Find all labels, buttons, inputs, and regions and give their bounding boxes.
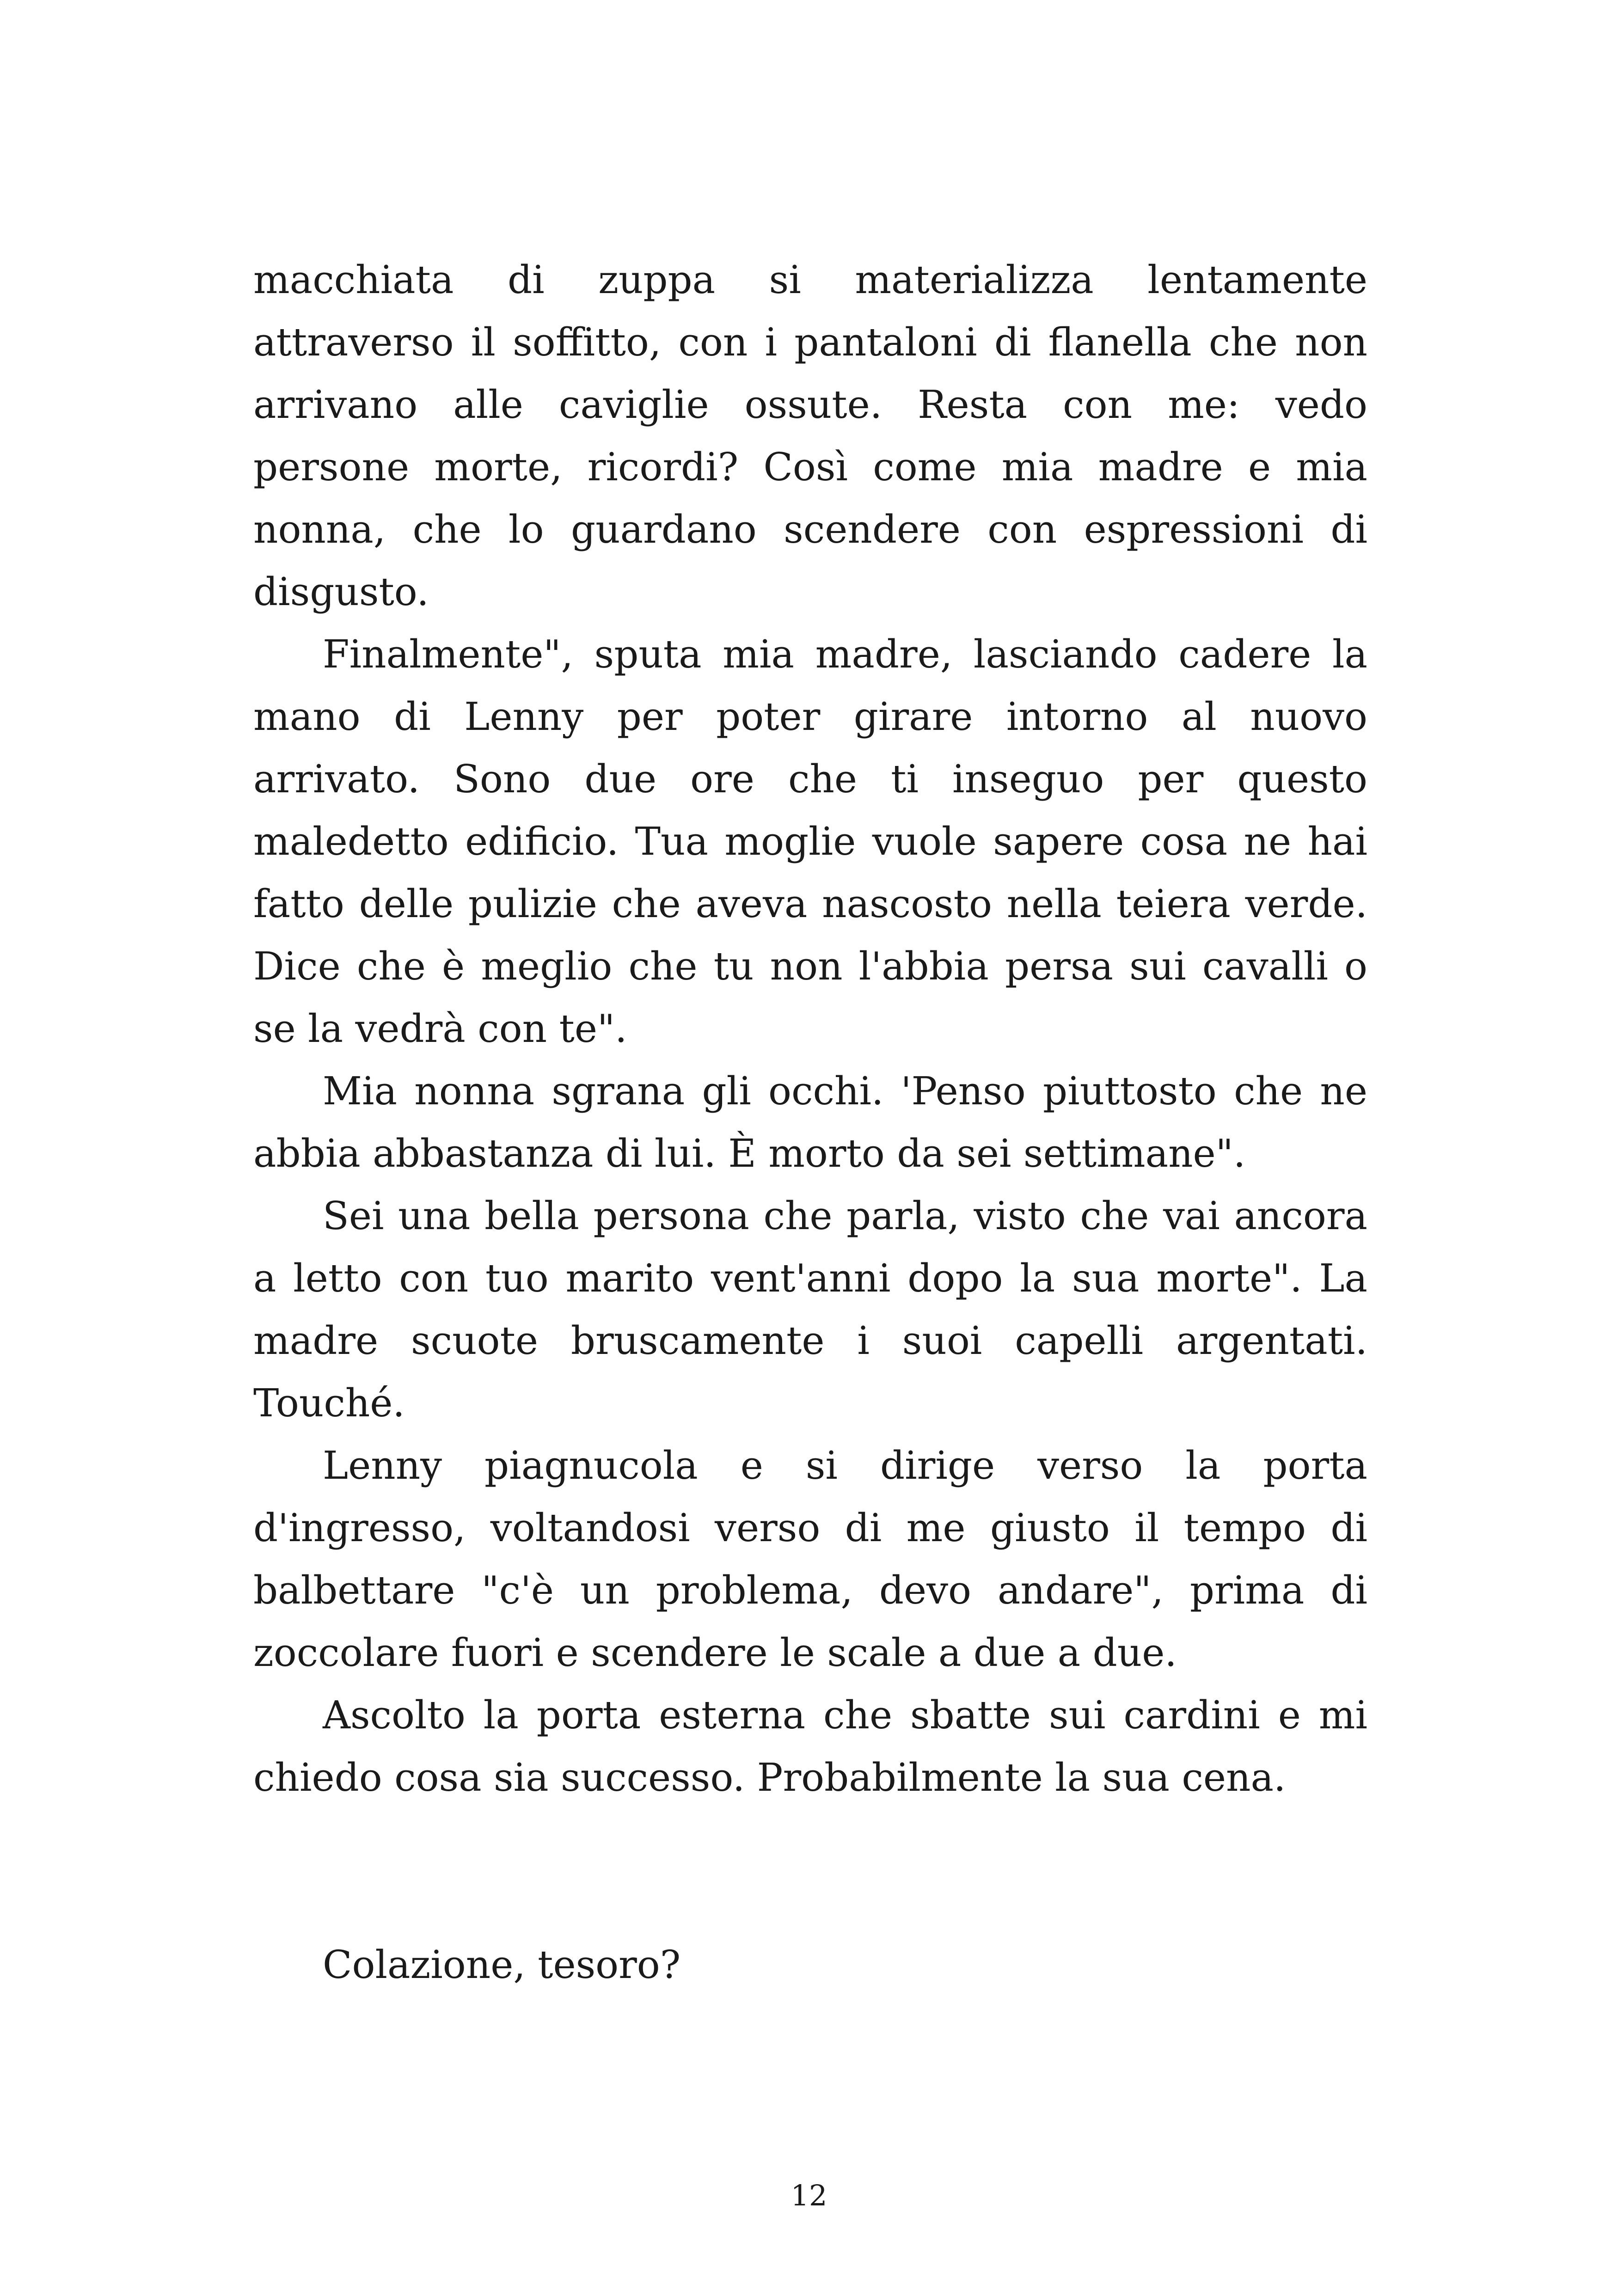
paragraph-5: Lenny piagnucola e si dirige verso la porta d'ingresso, voltandosi verso di me giusto il tempo di balbettare "c'è un problema, devo andare", prima di zoccolare fuori e scendere le scale a due a due. [253,1443,1367,1675]
paragraph-2: Finalmente", sputa mia madre, lasciando cadere la mano di Lenny per poter girare intorno al nuovo arrivato. Sono due ore che ti inseguo per questo maledetto edificio. Tua moglie vuole sapere cosa ne hai fatto delle pulizie che aveva nascosto nella teiera verde. Dice che è meglio che tu non l'abbia persa sui cavalli o se la vedrà con te". [253,632,1367,1051]
paragraph-1: macchiata di zuppa si materializza lentamente attraverso il soffitto, con i pantaloni di flanella che non arrivano alle caviglie ossute. Resta con me: vedo persone morte, ricordi? Così come mia madre e mia nonna, che lo guardano scendere con espressioni di disgusto. [253,257,1367,614]
body-text [253,249,1367,1996]
paragraph-6: Ascolto la porta esterna che sbatte sui cardini e mi chiedo cosa sia successo. Probabilmente la sua cena. [253,1693,1367,1800]
paragraph-7: Colazione, tesoro? [323,1942,681,1987]
page-number: 12 [791,2179,827,2212]
paragraph-4: Sei una bella persona che parla, visto che vai ancora a letto con tuo marito vent'anni dopo la sua morte". La madre scuote bruscamente i suoi capelli argentati. Touché. [253,1194,1367,1426]
section-break [253,1809,1367,1934]
paragraph-3: Mia nonna sgrana gli occhi. 'Penso piuttosto che ne abbia abbastanza di lui. È morto da sei settimane". [253,1069,1367,1176]
